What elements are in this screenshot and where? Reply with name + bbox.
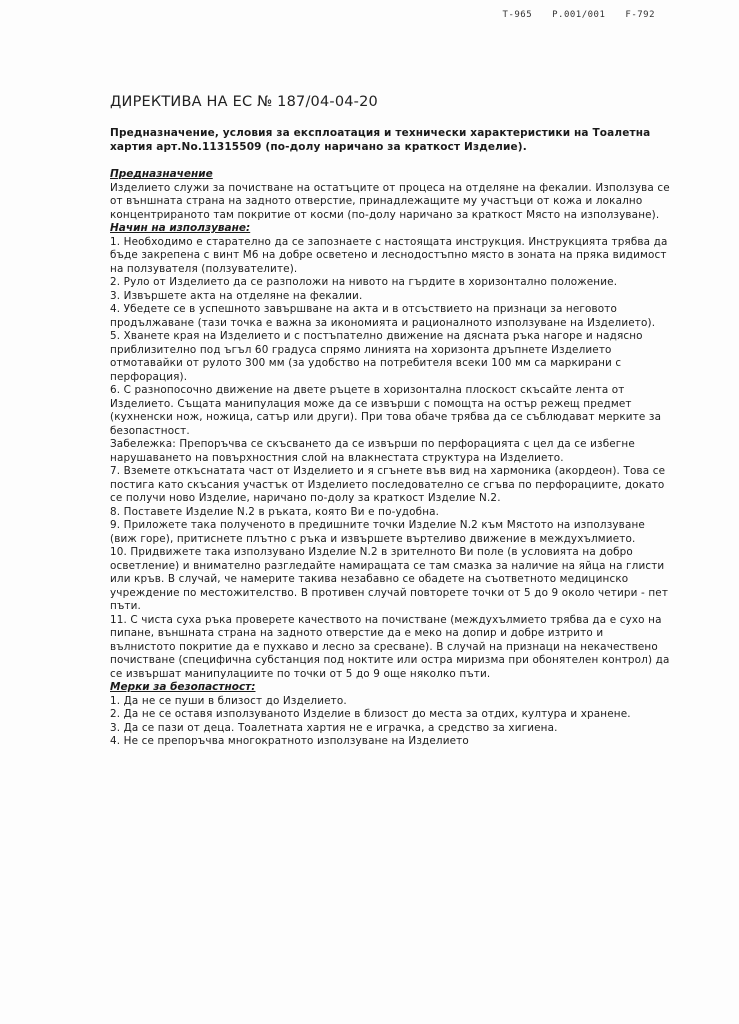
usage-item: 7. Вземете откъснатата част от Изделието и я сгънете във вид на хармоника (акордеон). Това се постига като скъсания участък от Изделието последователно се сгъва по перфорациите, докато се получи ново Изделие, наричано по-долу за краткост Изделие N.2. — [110, 465, 666, 504]
usage-item: 9. Приложете така полученото в предишните точки Изделие N.2 към Мястото на използуване (виж горе), притиснете плътно с ръка и извършете въртеливо движение в междухълмието. — [110, 519, 645, 545]
fax-code: F-792 — [625, 10, 655, 20]
document — [110, 94, 670, 749]
purpose-text: Изделието служи за почистване на остатъците от процеса на отделяне на фекалии. Използува се от външната страна на задното отверстие, принадлежащите му участъци от кожа и локално концентрираното там покритие от косми (по-долу наричано за краткост Място на използуване). — [110, 181, 670, 221]
purpose-heading: Предназначение — [110, 168, 213, 180]
safety-section — [110, 681, 670, 749]
usage-section — [110, 222, 670, 681]
usage-item: 5. Хванете края на Изделието и с постъпателно движение на дясната ръка нагоре и надясно приблизително под ъгъл 60 градуса спрямо линията на хоризонта дръпнете Изделието отмотавайки от рулото 300 мм (за удобство на потребителя всеки 100 мм са маркирани с перфорация). — [110, 330, 643, 383]
safety-item: 4. Не се препоръчва многократното използуване на Изделието — [110, 735, 469, 747]
usage-item: 4. Убедете се в успешното завършване на акта и в отсъствието на признаци за неговото продължаване (тази точка е важна за икономията и рационалното използуване на Изделието). — [110, 303, 656, 329]
safety-item: 2. Да не се оставя използуваното Изделие в близост до места за отдих, култура и хранене. — [110, 708, 631, 720]
fax-number: T-965 — [502, 10, 533, 20]
usage-note: Забележка: Препоръчва се скъсването да се извърши по перфорацията с цел да се избегне нарушаването на повърхностния слой на влакнестата структура на Изделието. — [110, 438, 635, 464]
safety-item: 3. Да се пази от деца. Тоалетната хартия не е играчка, а средство за хигиена. — [110, 721, 558, 734]
usage-item: 2. Руло от Изделието да се разположи на нивото на гърдите в хоризонтално положение. — [110, 276, 618, 288]
usage-item: 1. Необходимо е старателно да се запознаете с настоящата инструкция. Инструкцията трябва да бъде закрепена с винт М6 на добре осветено и леснодостъпно място в зоната на пряка видимост на ползувателя (ползувателите). — [110, 235, 668, 275]
usage-item: 8. Поставете Изделие N.2 в ръката, която Ви е по-удобна. — [110, 505, 440, 518]
fax-header — [503, 10, 655, 20]
usage-item: 11. С чиста суха ръка проверете качеството на почистване (междухълмието трябва да е сухо на пипане, външната страна на задното отверстие да е меко на допир и добре изтрито и вълнистото покритие да е пухкаво и лесно за сресване). В случай на признаци на некачествено почистване (специфична субстанция под ноктите или остра миризма при обонятелен контрол) да се извършат манипулациите по точки от 5 до 9 още няколко пъти. — [110, 613, 670, 680]
safety-heading: Мерки за безопастност: — [110, 681, 256, 693]
usage-item: 6. С разнопосочно движение на двете ръцете в хоризонтална плоскост скъсайте лента от Изделието. Същата манипулация може да се извърши с помощта на остър режещ предмет (кухненски нож, ножица, сатър или други). При това обаче трябва да се съблюдават мерките за безопастност. — [110, 384, 662, 437]
usage-item: 10. Придвижете така използувано Изделие N.2 в зрителното Ви поле (в условията на добро осветление) и внимателно разгледайте намиращата се там смазка за наличие на яйца на глисти или кръв. В случай, че намерите такива незабавно се обадете на съответното медицинско учреждение по местожителство. В противен случай повторете точки от 5 до 9 около четири - пет пъти. — [110, 546, 669, 612]
purpose-section — [110, 168, 670, 222]
usage-heading: Начин на използуване: — [110, 222, 251, 234]
document-title: ДИРЕКТИВА НА ЕС № 187/04-04-20 — [110, 94, 378, 110]
safety-item: 1. Да не се пуши в близост до Изделието. — [110, 694, 347, 707]
usage-item: 3. Извършете акта на отделяне на фекалии. — [110, 289, 363, 302]
fax-page: P.001/001 — [552, 10, 606, 20]
document-subtitle: Предназначение, условия за експлоатация и технически характеристики на Тоалетна хартия арт.No.11315509 (по-долу наричано за краткост Изделие). — [110, 127, 651, 153]
